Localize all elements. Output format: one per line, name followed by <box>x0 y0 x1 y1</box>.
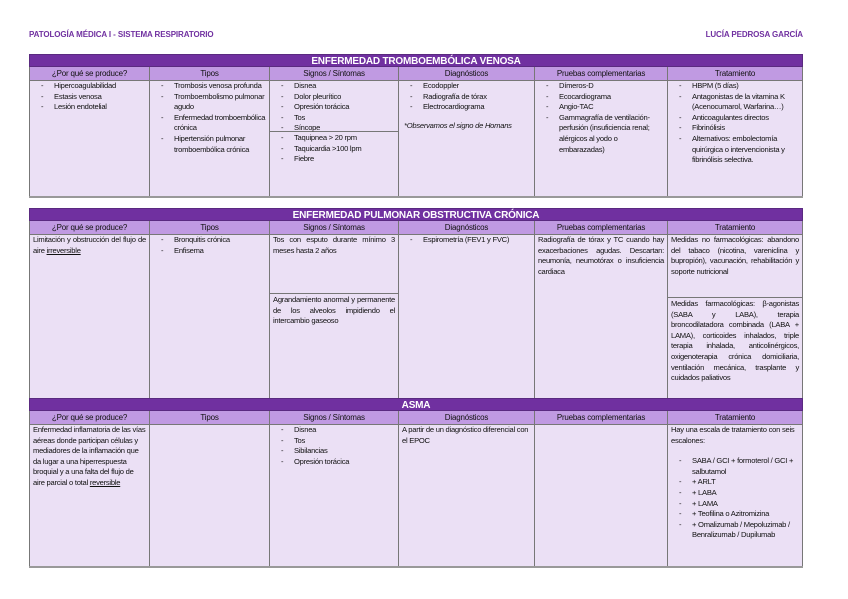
column-header-tests: Pruebas complementarias <box>535 411 668 425</box>
list-item: - Tos <box>273 113 395 124</box>
cell-block <box>270 424 398 566</box>
list-item: - Opresión torácica <box>273 457 395 468</box>
list-item: - Espirometría (FEV1 y FVC) <box>402 235 531 246</box>
document-header-author: LUCÍA PEDROSA GARCÍA <box>705 30 803 39</box>
cell-treatment <box>668 234 803 398</box>
list-item: - Sibilancias <box>273 446 395 457</box>
list-item: - Alternativos: embolectomía quirúrgica o intervencionista y fibrinólisis selectiva. <box>671 134 799 166</box>
cell-text: Medidas farmacológicas: β-agonistas (SABA y LABA), terapia broncodilatadora combinada (LABA + LAMA), corticoides inhalados, triple terapia inhalada, anticolinérgicos, oxigenoterapia crónica domiciliaria, ventilación mecánica, trasplante y cuidados paliativos <box>671 299 799 383</box>
cell-symptoms <box>270 234 399 398</box>
table-body-row <box>29 424 803 568</box>
cell-block <box>668 424 802 566</box>
column-header-row <box>29 411 803 424</box>
cell-block <box>270 234 398 293</box>
cell-block <box>150 80 269 196</box>
cell-block <box>535 424 667 566</box>
cell-treatment <box>668 80 803 196</box>
cell-types <box>150 424 270 566</box>
cell-block <box>270 80 398 131</box>
column-header-cause: ¿Por qué se produce? <box>29 67 150 81</box>
cell-block <box>150 234 269 398</box>
list-item: - Anticoagulantes directos <box>671 113 799 124</box>
column-header-tests: Pruebas complementarias <box>535 67 668 81</box>
list-item: - + Teofilina o Azitromizina <box>671 509 799 520</box>
column-header-symptoms: Signos / Síntomas <box>270 67 399 81</box>
cell-block <box>399 424 534 566</box>
cell-symptoms <box>270 424 399 566</box>
cell-types <box>150 234 270 398</box>
list-item: - Tromboembolismo pulmonar agudo <box>153 92 266 113</box>
cell-cause <box>29 234 150 398</box>
cell-diagnostics <box>399 424 535 566</box>
list-item: - Tos <box>273 436 395 447</box>
cell-diagnostics <box>399 234 535 398</box>
cell-block <box>668 80 802 196</box>
list-item: - Trombosis venosa profunda <box>153 81 266 92</box>
cell-text: Hay una escala de tratamiento con seis escalones: <box>671 425 795 445</box>
list-item: - Hipercoagulabilidad <box>33 81 146 92</box>
section-epoc <box>29 208 803 400</box>
list-item: - Disnea <box>273 425 395 436</box>
list-item: - + Omalizumab / Mepoluzimab / Benralizumab / Dupilumab <box>671 520 799 541</box>
list-item: - Taquicardia >100 lpm <box>273 144 395 155</box>
list-item: - Antagonistas de la vitamina K (Acenocumarol, Warfarina…) <box>671 92 799 113</box>
cell-tests <box>535 80 668 196</box>
column-header-symptoms: Signos / Síntomas <box>270 411 399 425</box>
cell-block <box>535 80 667 196</box>
list-item: - Estasis venosa <box>33 92 146 103</box>
cell-block <box>535 234 667 398</box>
cell-cause <box>29 424 150 566</box>
column-header-treatment: Tratamiento <box>668 411 803 425</box>
list-item: - + LABA <box>671 488 799 499</box>
list-item: - HBPM (5 días) <box>671 81 799 92</box>
cell-tests <box>535 424 668 566</box>
cell-block <box>30 424 149 566</box>
column-header-treatment: Tratamiento <box>668 221 803 235</box>
note-text: *Observamos el signo de Homans <box>404 120 512 130</box>
column-header-diagnostics: Diagnósticos <box>399 411 535 425</box>
list-item: - Lesión endotelial <box>33 102 146 113</box>
column-header-row <box>29 67 803 80</box>
list-item: - Enfermedad tromboembólica crónica <box>153 113 266 134</box>
list-item: - Angio-TAC <box>538 102 664 113</box>
list-item: - Electrocardiograma <box>402 102 531 113</box>
cell-block <box>399 234 534 398</box>
list-item: - Ecocardiograma <box>538 92 664 103</box>
list-item: - Dímeros-D <box>538 81 664 92</box>
list-item: - Dolor pleurítico <box>273 92 395 103</box>
cell-text: Tos con esputo durante mínimo 3 meses hasta 2 años <box>273 235 395 255</box>
cell-block <box>399 80 534 196</box>
section-title: ENFERMEDAD TROMBOEMBÓLICA VENOSA <box>29 54 803 67</box>
column-header-diagnostics: Diagnósticos <box>399 67 535 81</box>
list-item: - SABA / GCI + formoterol / GCI + salbutamol <box>671 456 799 477</box>
column-header-diagnostics: Diagnósticos <box>399 221 535 235</box>
section-title: ENFERMEDAD PULMONAR OBSTRUCTIVA CRÓNICA <box>29 208 803 221</box>
list-item: - Opresión torácica <box>273 102 395 113</box>
emphasis-text: reversible <box>89 477 121 487</box>
list-item: - Radiografía de tórax <box>402 92 531 103</box>
cell-cause <box>29 80 150 196</box>
list-item: - Fiebre <box>273 154 395 165</box>
list-item: - Bronquitis crónica <box>153 235 266 246</box>
cell-treatment <box>668 424 803 566</box>
cell-block <box>668 297 802 398</box>
section-tromboembolica <box>29 54 803 198</box>
cell-block <box>30 80 149 196</box>
table-body-row <box>29 80 803 198</box>
list-item: - Hipertensión pulmonar tromboembólica crónica <box>153 134 266 155</box>
cell-diagnostics <box>399 80 535 196</box>
cell-text: Limitación y obstrucción del flujo de aire <box>33 235 146 255</box>
section-title: ASMA <box>29 398 803 411</box>
list-item: - Fibrinólisis <box>671 123 799 134</box>
cell-block <box>270 293 398 398</box>
cell-block <box>150 424 269 566</box>
column-header-types: Tipos <box>150 411 270 425</box>
column-header-types: Tipos <box>150 67 270 81</box>
cell-text: Radiografía de tórax y TC cuando hay exacerbaciones agudas. Descartan: neumonía, neumotórax o insuficiencia cardiaca <box>538 235 664 276</box>
list-item: - Gammagrafía de ventilación-perfusión (insuficiencia renal; alérgicos al yodo o embarazadas) <box>538 113 664 155</box>
column-header-types: Tipos <box>150 221 270 235</box>
column-header-symptoms: Signos / Síntomas <box>270 221 399 235</box>
section-asma <box>29 398 803 568</box>
document-header-subject: PATOLOGÍA MÉDICA I - SISTEMA RESPIRATORIO <box>29 30 214 39</box>
list-item: - + ARLT <box>671 477 799 488</box>
column-header-treatment: Tratamiento <box>668 67 803 81</box>
emphasis-text: irreversible <box>46 245 81 255</box>
cell-tests <box>535 234 668 398</box>
spacer <box>671 446 799 456</box>
list-item: - Síncope <box>273 123 395 134</box>
column-header-cause: ¿Por qué se produce? <box>29 221 150 235</box>
list-item: - Disnea <box>273 81 395 92</box>
cell-block <box>30 234 149 398</box>
column-header-row <box>29 221 803 234</box>
list-item: - Taquipnea > 20 rpm <box>273 133 395 144</box>
list-item: - + LAMA <box>671 499 799 510</box>
column-header-cause: ¿Por qué se produce? <box>29 411 150 425</box>
cell-block <box>668 234 802 297</box>
cell-text: A partir de un diagnóstico diferencial con el EPOC <box>402 425 529 445</box>
cell-symptoms <box>270 80 399 196</box>
list-item: - Ecodoppler <box>402 81 531 92</box>
cell-text: Medidas no farmacológicas: abandono del tabaco (nicotina, vareniclina y bupropión), vacunación, rehabilitación y soporte nutricional <box>671 235 799 276</box>
column-header-tests: Pruebas complementarias <box>535 221 668 235</box>
list-item: - Enfisema <box>153 246 266 257</box>
cell-block <box>270 131 398 196</box>
cell-types <box>150 80 270 196</box>
table-body-row <box>29 234 803 400</box>
cell-text: Enfermedad inflamatoria de las vías aéreas donde participan células y mediadores de la inflamación que da lugar a una hiperrespuesta broquial y a una falta del flujo de aire parcial o total <box>33 425 146 487</box>
cell-text: Agrandamiento anormal y permanente de los alveolos impidiendo el intercambio gaseoso <box>273 295 395 326</box>
